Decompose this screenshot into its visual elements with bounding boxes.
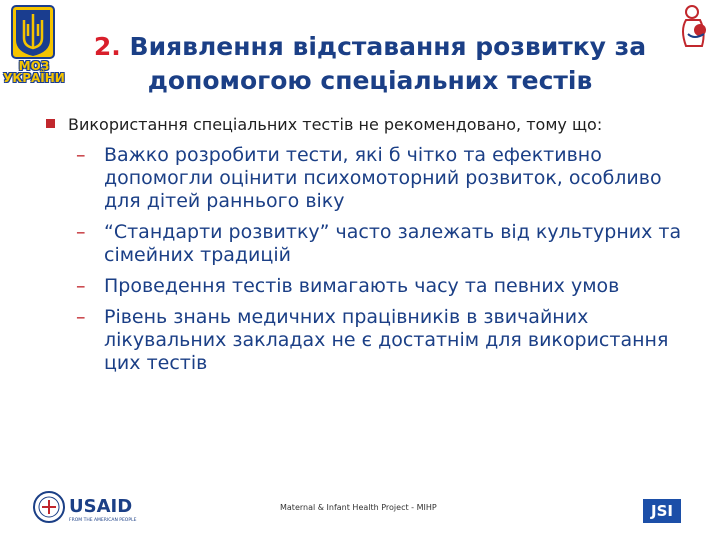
jsi-logo: JSI [643,499,681,523]
bullet-text: Використання спеціальних тестів не рекомендовано, тому що: [68,115,603,134]
moz-logo-line1: МОЗ [18,59,50,73]
usaid-logo [32,488,150,526]
sub-item [76,275,684,298]
title-number: 2. [93,32,121,61]
sub-item [76,144,684,213]
sub-item-text: Рівень знань медичних працівників в звичайних лікувальних закладах не є достатнім для використання цих тестів [104,306,669,374]
sub-item [76,306,684,375]
sub-item-text: Важко розробити тести, які б чітко та ефективно допомогли оцінити психомоторний розвиток, особливо для дітей раннього віку [104,144,662,212]
usaid-text: USAID [69,496,133,517]
sub-item [76,221,684,267]
title-text: Виявлення відставання розвитку за допомогою спеціальних тестів [120,32,647,95]
moz-logo-line2: УКРАЇНИ [3,71,65,85]
slide-content [44,114,684,383]
sub-item-text: “Стандарти розвитку” часто залежать від культурних та сімейних традицій [104,221,682,266]
sub-list [44,144,684,375]
dash-bullet: – [76,144,86,166]
dash-bullet: – [76,275,86,297]
project-name: Maternal & Infant Health Project - MIHP [280,503,437,512]
dash-bullet: – [76,221,86,243]
bullet-item [44,114,684,136]
usaid-tagline: FROM THE AMERICAN PEOPLE [69,518,137,523]
square-bullet-icon [46,119,55,128]
dash-bullet: – [76,306,86,328]
sub-item-text: Проведення тестів вимагають часу та певних умов [104,275,620,297]
usaid-seal-icon [34,492,64,522]
page-title [40,30,700,98]
